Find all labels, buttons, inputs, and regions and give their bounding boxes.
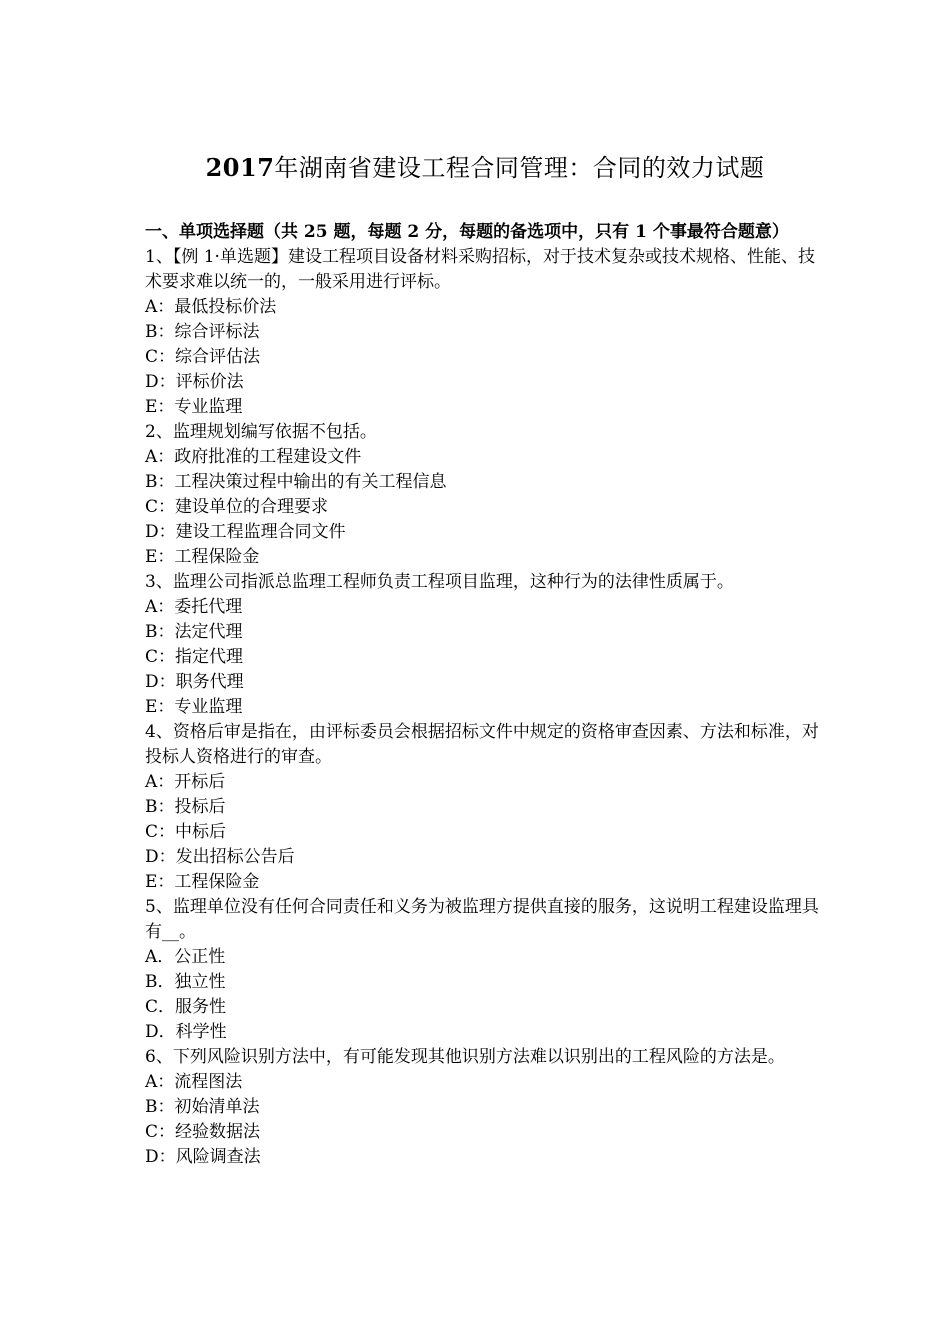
option-c: C：中标后	[145, 822, 227, 842]
question-3	[145, 570, 825, 720]
question-2	[145, 420, 825, 570]
question-stem: 6、下列风险识别方法中，有可能发现其他识别方法难以识别出的工程风险的方法是。	[145, 1047, 785, 1067]
option-d: D：职务代理	[145, 672, 244, 692]
title-year: 2017	[205, 153, 275, 182]
document-title	[145, 150, 825, 186]
question-stem: 4、资格后审是指在，由评标委员会根据招标文件中规定的资格审查因素、方法和标准，对投标人资格进行的审查。	[145, 722, 819, 767]
option-c: C．服务性	[145, 997, 227, 1017]
option-c: C：建设单位的合理要求	[145, 497, 329, 517]
title-text: 年湖南省建设工程合同管理：合同的效力试题	[274, 154, 765, 182]
option-e: E：工程保险金	[145, 547, 260, 567]
question-stem: 2、监理规划编写依据不包括。	[145, 422, 377, 442]
question-4	[145, 720, 825, 895]
option-d: D：风险调查法	[145, 1147, 261, 1167]
document-page	[145, 150, 825, 1170]
question-stem: 1、【例 1·单选题】建设工程项目设备材料采购招标，对于技术复杂或技术规格、性能、技术要求难以统一的，一般采用进行评标。	[145, 247, 815, 292]
option-a: A．公正性	[145, 947, 226, 967]
option-d: D：发出招标公告后	[145, 847, 295, 867]
option-b: B：综合评标法	[145, 322, 260, 342]
option-d: D：评标价法	[145, 372, 244, 392]
option-a: A：开标后	[145, 772, 226, 792]
option-d: D．科学性	[145, 1022, 227, 1042]
option-b: B：工程决策过程中输出的有关工程信息	[145, 472, 447, 492]
option-a: A：委托代理	[145, 597, 243, 617]
question-1	[145, 245, 825, 420]
option-b: B．独立性	[145, 972, 226, 992]
option-a: A：政府批准的工程建设文件	[145, 447, 362, 467]
question-stem: 5、监理单位没有任何合同责任和义务为被监理方提供直接的服务，这说明工程建设监理具有__。	[145, 897, 819, 942]
option-a: A：流程图法	[145, 1072, 243, 1092]
question-stem: 3、监理公司指派总监理工程师负责工程项目监理，这种行为的法律性质属于。	[145, 572, 734, 592]
option-e: E：专业监理	[145, 697, 243, 717]
option-c: C：综合评估法	[145, 347, 261, 367]
option-e: E：专业监理	[145, 397, 243, 417]
option-c: C：指定代理	[145, 647, 244, 667]
section-heading: 一、单项选择题（共 25 题，每题 2 分，每题的备选项中，只有 1 个事最符合题意）	[145, 222, 789, 242]
option-c: C：经验数据法	[145, 1122, 261, 1142]
option-e: E：工程保险金	[145, 872, 260, 892]
question-5	[145, 895, 825, 1045]
option-a: A：最低投标价法	[145, 297, 277, 317]
question-6	[145, 1045, 825, 1170]
option-d: D：建设工程监理合同文件	[145, 522, 346, 542]
option-b: B：初始清单法	[145, 1097, 260, 1117]
option-b: B：投标后	[145, 797, 226, 817]
option-b: B：法定代理	[145, 622, 243, 642]
